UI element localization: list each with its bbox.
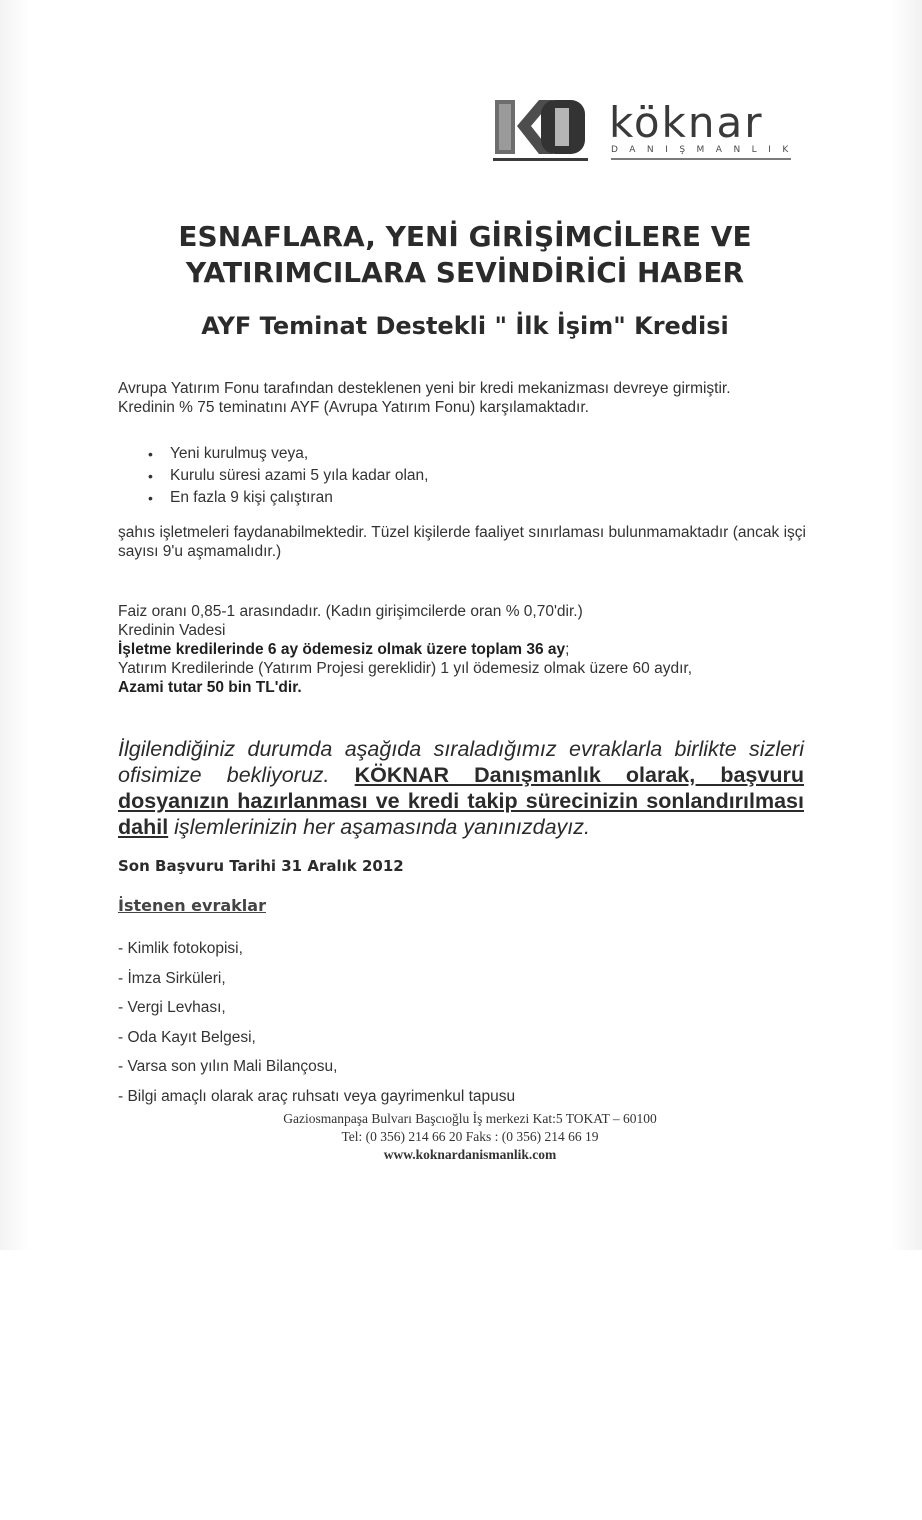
contact-footer (160, 1110, 780, 1164)
maturity-label: Kredinin Vadesi (118, 622, 226, 639)
required-documents-list (118, 934, 515, 1111)
business-loan-term: İşletme kredilerinde 6 ay ödemesiz olmak üzere toplam 36 ay (118, 641, 566, 658)
investment-loan-term: Yatırım Kredilerinde (Yatırım Projesi gereklidir) 1 yıl ödemesiz olmak üzere 60 aydır, (118, 660, 692, 677)
logo-tagline: DANIŞMANLIK (611, 145, 800, 155)
intro-line-1: Avrupa Yatırım Fonu tarafından desteklenen yeni bir kredi mekanizması devreye girmiştir. (118, 380, 731, 397)
invitation-paragraph (118, 736, 804, 840)
list-item: - Vergi Levhası, (118, 993, 515, 1023)
logo-mark-icon (493, 96, 588, 158)
eligibility-paragraph: şahıs işletmeleri faydanabilmektedir. Tüzel kişilerde faaliyet sınırlaması bulunmamaktadır (ancak işçi sayısı 9'u aşmamalıdır.) (118, 524, 806, 560)
logo-tagline-rule (611, 158, 791, 160)
intro-paragraph (118, 379, 808, 417)
list-item: - Kimlik fotokopisi, (118, 934, 515, 964)
intro-line-2: Kredinin % 75 teminatını AYF (Avrupa Yatırım Fonu) karşılamaktadır. (118, 399, 589, 416)
invitation-text: İlgilendiğiniz durumda aşağıda sıraladığımız evraklarla birlikte sizleri ofisimize bekliyoruz. (118, 737, 804, 787)
required-documents-heading: İstenen evraklar (118, 896, 266, 915)
list-item: • En fazla 9 kişi çalıştıran (148, 487, 428, 509)
list-item: • Yeni kurulmuş veya, (148, 443, 428, 465)
max-amount-text: Azami tutar 50 bin TL'dir. (118, 679, 302, 696)
footer-phone: Tel: (0 356) 214 66 20 Faks : (0 356) 214 66 19 (341, 1129, 599, 1144)
headline-line-2: YATIRIMCILARA SEVİNDİRİCİ HABER (185, 256, 745, 289)
headline-line-1: ESNAFLARA, YENİ GİRİŞİMCİLERE VE (178, 220, 752, 253)
interest-rate-text: Faiz oranı 0,85-1 arasındadır. (Kadın girişimcilerde oran % 0,70'dir.) (118, 603, 583, 620)
company-service-highlight: KÖKNAR Danışmanlık olarak, başvuru dosyanızın hazırlanması ve kredi takip sürecinizin sonlandırılması dahil (118, 763, 804, 839)
footer-website: www.koknardanismanlik.com (383, 1147, 557, 1162)
list-item: - Bilgi amaçlı olarak araç ruhsatı veya gayrimenkul tapusu (118, 1082, 515, 1112)
loan-terms (118, 602, 808, 697)
loan-name-subtitle: AYF Teminat Destekli " İlk İşim" Kredisi (201, 312, 729, 340)
list-item: • Kurulu süresi azami 5 yıla kadar olan, (148, 465, 428, 487)
logo-underline (493, 158, 588, 161)
application-deadline: Son Başvuru Tarihi 31 Aralık 2012 (118, 857, 404, 875)
invitation-closing-text: işlemlerinizin her aşamasında yanınızdayız. (168, 815, 591, 839)
footer-address: Gaziosmanpaşa Bulvarı Başcıoğlu İş merkezi Kat:5 TOKAT – 60100 (283, 1111, 657, 1126)
company-logo (493, 96, 803, 166)
list-item: - İmza Sirküleri, (118, 964, 515, 994)
list-item: - Varsa son yılın Mali Bilançosu, (118, 1052, 515, 1082)
list-item: - Oda Kayıt Belgesi, (118, 1023, 515, 1053)
logo-wordmark: köknar (609, 98, 764, 147)
business-loan-term-end: ; (565, 641, 570, 658)
eligibility-criteria-list (148, 443, 428, 509)
